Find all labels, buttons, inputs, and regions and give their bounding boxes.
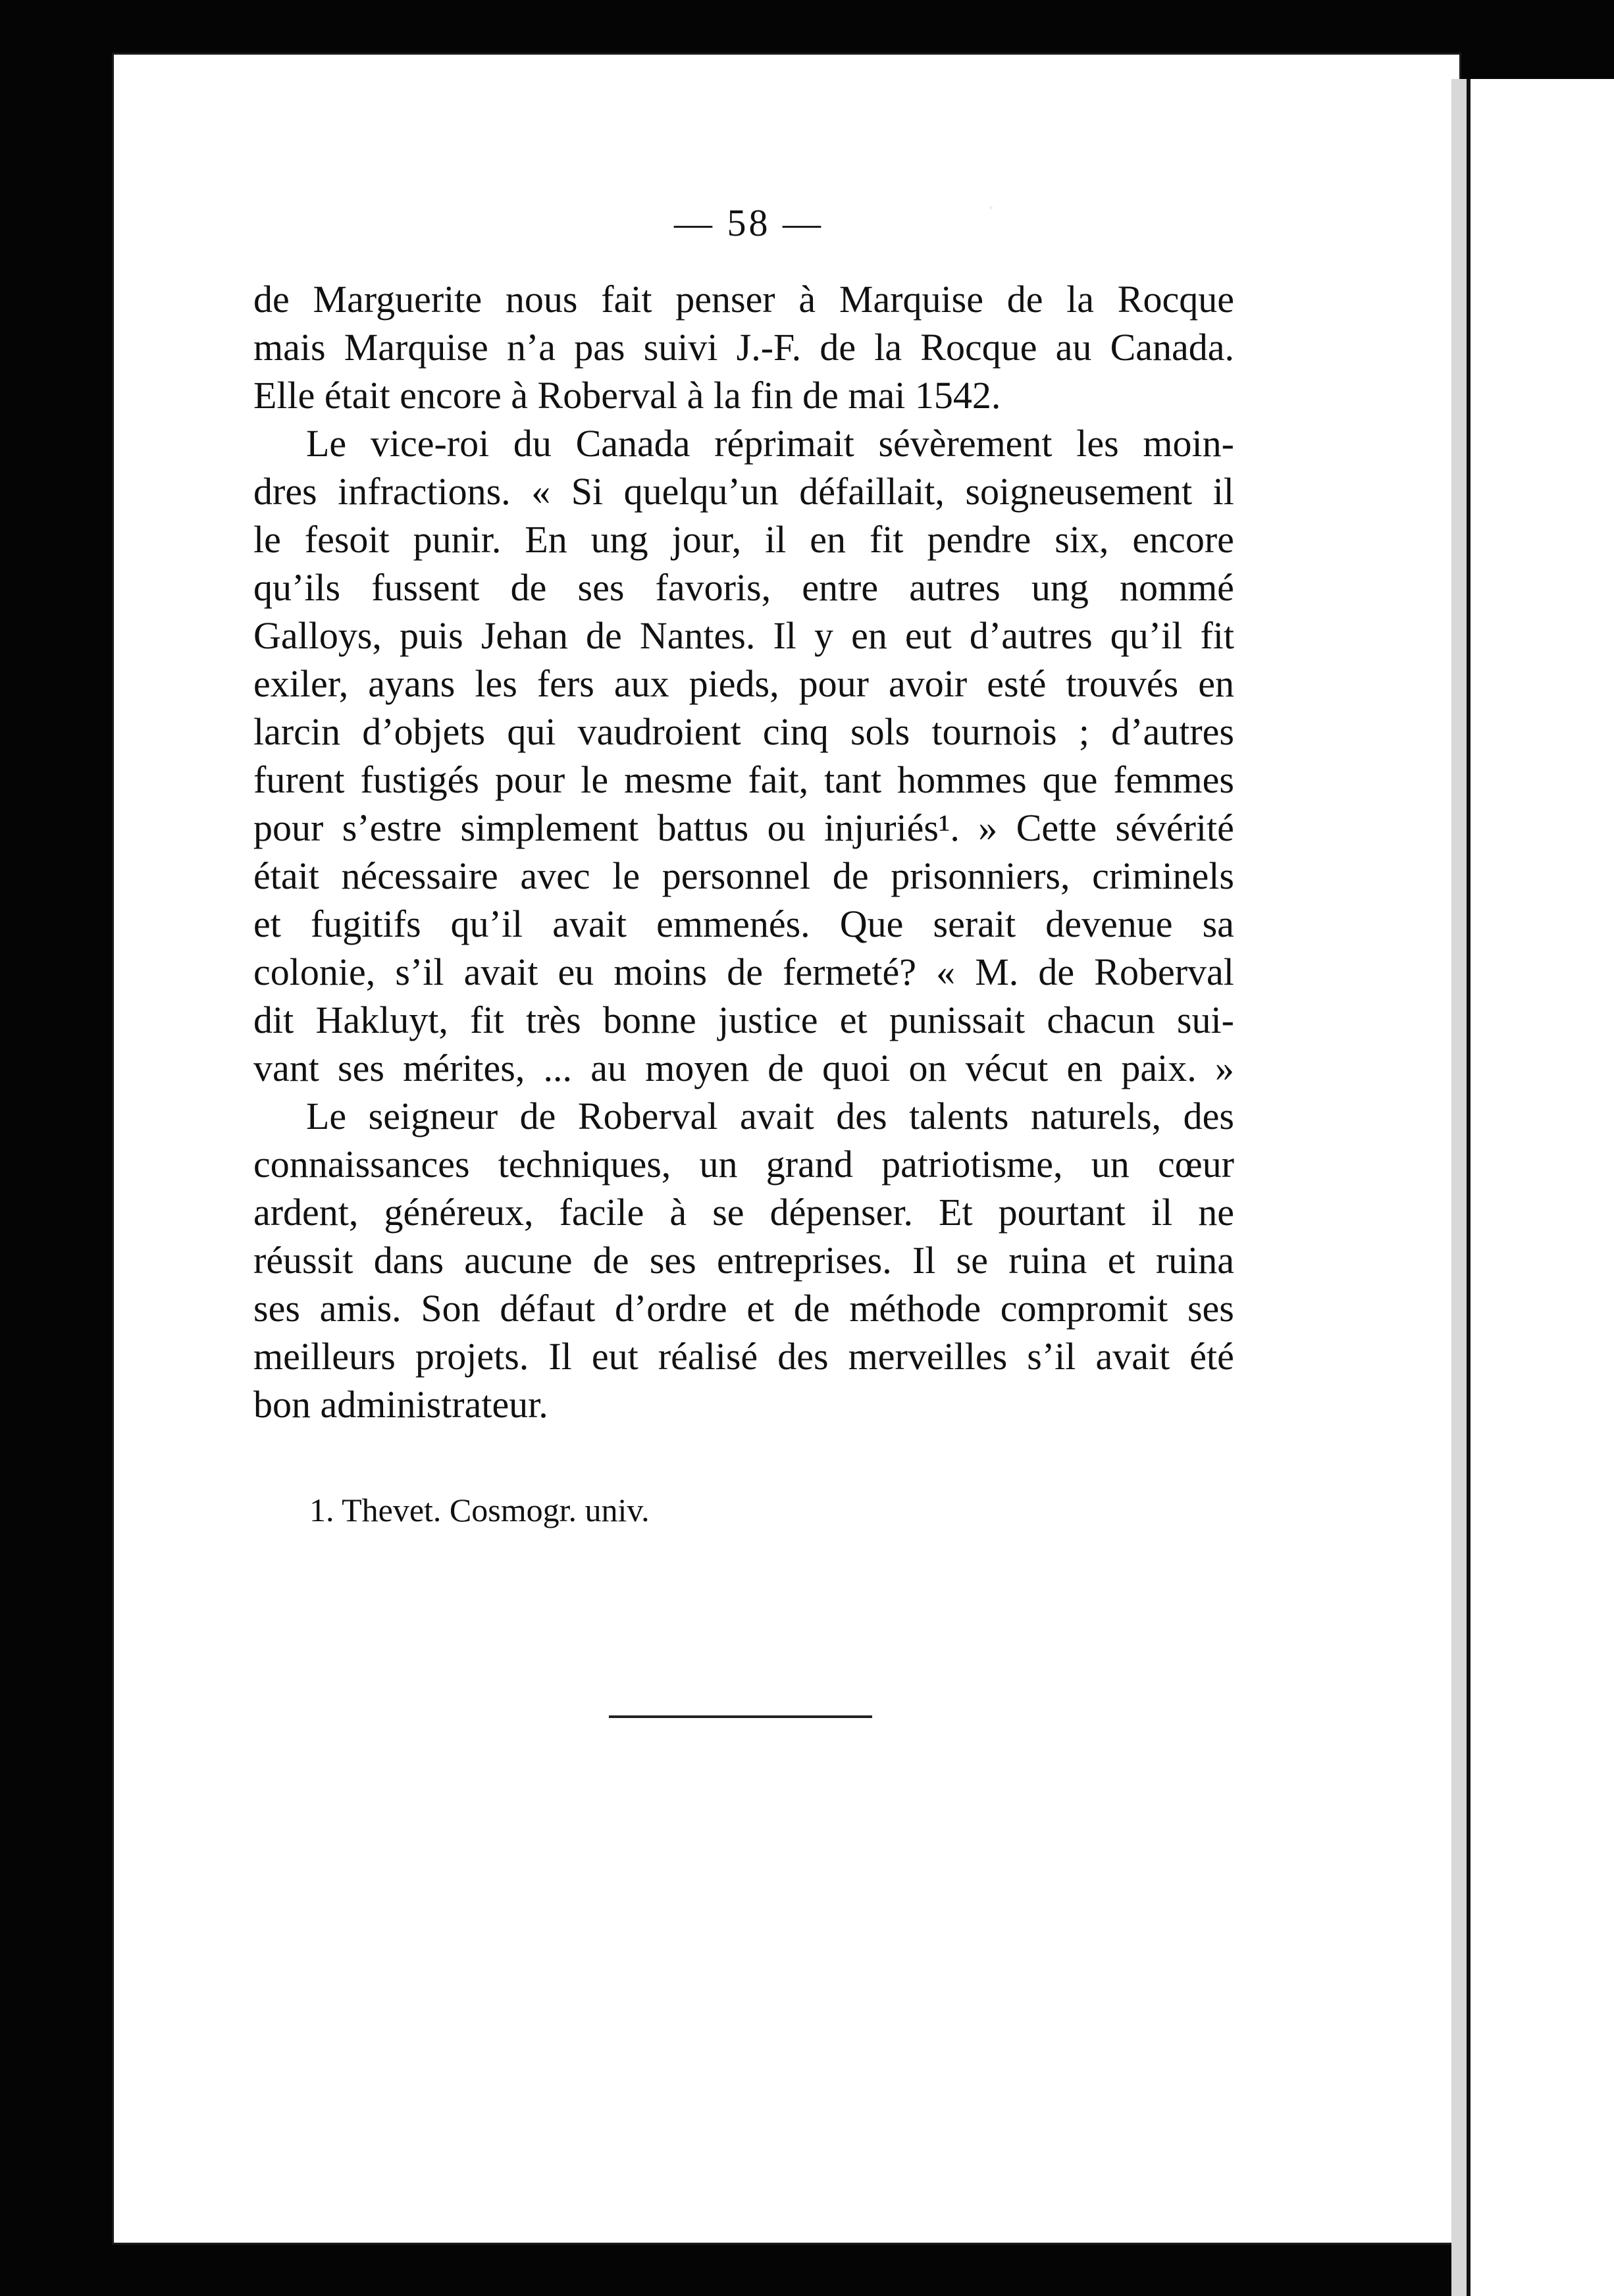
- word: été: [1189, 1335, 1234, 1378]
- word: ses: [1187, 1287, 1234, 1330]
- word: de: [510, 566, 547, 609]
- word: favoris,: [655, 566, 771, 609]
- word: vant: [253, 1047, 319, 1089]
- word: ayans: [368, 662, 456, 705]
- word: moin-: [1143, 422, 1234, 465]
- word: »: [978, 806, 998, 849]
- word: il: [1212, 470, 1234, 513]
- word: un: [699, 1143, 738, 1186]
- word: J.-F.: [736, 326, 802, 369]
- word: n’a: [506, 326, 556, 369]
- word: meilleurs: [253, 1335, 396, 1378]
- word: prisonniers,: [891, 854, 1070, 897]
- word: d’objets: [362, 710, 486, 753]
- word: ;: [1078, 710, 1089, 753]
- word: Roberval: [577, 1095, 718, 1137]
- word: mesme: [624, 758, 733, 801]
- word: soigneusement: [965, 470, 1193, 513]
- word: Il: [912, 1239, 936, 1282]
- word: grand: [766, 1143, 853, 1186]
- word: «: [531, 470, 551, 513]
- word: En: [525, 518, 567, 561]
- word: de: [768, 1047, 804, 1089]
- word: pour: [798, 662, 869, 705]
- word: quoi: [822, 1047, 891, 1089]
- word: de: [585, 614, 622, 657]
- word: il: [1151, 1191, 1173, 1234]
- word: Rocque: [1117, 278, 1234, 321]
- word: mérites,: [403, 1047, 525, 1089]
- word: de: [519, 1095, 556, 1137]
- word: méthode: [849, 1287, 981, 1330]
- word: s’il: [1027, 1335, 1076, 1378]
- text-line: Elle était encore à Roberval à la fin de mai 1542.: [253, 374, 1001, 417]
- word: esté: [987, 662, 1047, 705]
- word: était: [253, 854, 319, 897]
- footnote: 1. Thevet. Cosmogr. univ.: [309, 1492, 650, 1528]
- word: devenue: [1045, 902, 1173, 945]
- text-line: [253, 852, 1234, 900]
- word: personnel: [662, 854, 811, 897]
- word: encore: [1132, 518, 1234, 561]
- word: «: [936, 951, 956, 993]
- word: et: [746, 1287, 775, 1330]
- word: patriotisme,: [881, 1143, 1063, 1186]
- word: Le: [306, 1095, 347, 1137]
- word: Hakluyt,: [315, 999, 448, 1041]
- word: dres: [253, 470, 317, 513]
- text-line: [253, 612, 1234, 660]
- word: en: [1066, 1047, 1103, 1089]
- word: punissait: [889, 999, 1026, 1041]
- word: Que: [839, 902, 904, 945]
- word: le: [612, 854, 640, 897]
- word: autres: [909, 566, 1001, 609]
- word: nommé: [1119, 566, 1234, 609]
- word: ses: [338, 1047, 384, 1089]
- word: il: [765, 518, 787, 561]
- word: nécessaire: [341, 854, 498, 897]
- word: »: [1214, 1047, 1234, 1089]
- word: naturels,: [1030, 1095, 1162, 1137]
- word: que: [1042, 758, 1098, 801]
- word: dans: [373, 1239, 444, 1282]
- text-line: [253, 948, 1234, 996]
- word: emmenés.: [656, 902, 810, 945]
- word: se: [956, 1239, 988, 1282]
- text-line: [253, 900, 1234, 948]
- word: fustigés: [360, 758, 479, 801]
- word: colonie,: [253, 951, 376, 993]
- word: fait: [601, 278, 652, 321]
- word: ses: [649, 1239, 696, 1282]
- word: amis.: [319, 1287, 402, 1330]
- word: dépenser.: [769, 1191, 913, 1234]
- word: un: [1091, 1143, 1130, 1186]
- word: fers: [536, 662, 594, 705]
- word: qui: [507, 710, 556, 753]
- word: au: [590, 1047, 627, 1089]
- word: Et: [939, 1191, 973, 1234]
- word: justice: [718, 999, 818, 1041]
- word: défaillait,: [799, 470, 945, 513]
- word: la: [874, 326, 902, 369]
- word: six,: [1054, 518, 1109, 561]
- word: compromit: [1000, 1287, 1168, 1330]
- word: pour: [494, 758, 565, 801]
- word: mais: [253, 326, 326, 369]
- word: criminels: [1092, 854, 1234, 897]
- word: en: [1198, 662, 1234, 705]
- word: et: [1107, 1239, 1135, 1282]
- word: Nantes.: [639, 614, 756, 657]
- word: qu’il: [1110, 614, 1183, 657]
- word: penser: [675, 278, 775, 321]
- word: ou: [767, 806, 806, 849]
- word: sa: [1202, 902, 1234, 945]
- word: cinq: [762, 710, 829, 753]
- word: furent: [253, 758, 345, 801]
- word: d’ordre: [614, 1287, 727, 1330]
- word: réalisé: [658, 1335, 758, 1378]
- word: généreux,: [384, 1191, 534, 1234]
- word: le: [253, 518, 281, 561]
- word: pendre: [927, 518, 1031, 561]
- word: de: [592, 1239, 629, 1282]
- next-page-edge: [1467, 79, 1614, 2296]
- word: puis: [400, 614, 463, 657]
- word: trouvés: [1066, 662, 1179, 705]
- word: exiler,: [253, 662, 349, 705]
- word: tournois: [931, 710, 1057, 753]
- word: de: [727, 951, 763, 993]
- text-line: [253, 515, 1234, 563]
- text-line: [253, 1140, 1234, 1188]
- text-line: [253, 275, 1234, 323]
- word: chacun: [1047, 999, 1155, 1041]
- word: avait: [740, 1095, 814, 1137]
- word: du: [513, 422, 552, 465]
- word: eu: [558, 951, 594, 993]
- text-line: [253, 563, 1234, 612]
- word: fussent: [371, 566, 480, 609]
- word: ardent,: [253, 1191, 359, 1234]
- word: projets.: [415, 1335, 529, 1378]
- word: eut: [904, 614, 952, 657]
- text-line: [253, 708, 1234, 756]
- word: les: [1076, 422, 1119, 465]
- page-number: — 58 —: [674, 201, 823, 244]
- word: défaut: [500, 1287, 596, 1330]
- word: le: [581, 758, 609, 801]
- word: des: [777, 1335, 829, 1378]
- word: punir.: [413, 518, 502, 561]
- word: moyen: [645, 1047, 750, 1089]
- word: ung: [1031, 566, 1089, 609]
- word: qu’ils: [253, 566, 341, 609]
- word: s’estre: [342, 806, 442, 849]
- text-line: [253, 1284, 1234, 1332]
- word: pas: [574, 326, 625, 369]
- word: simplement: [460, 806, 639, 849]
- word: avoir: [889, 662, 968, 705]
- word: suivi: [643, 326, 718, 369]
- word: facile: [559, 1191, 644, 1234]
- word: Jehan: [481, 614, 568, 657]
- word: Son: [421, 1287, 481, 1330]
- word: en: [851, 614, 887, 657]
- word: hommes: [897, 758, 1027, 801]
- word: qu’il: [450, 902, 523, 945]
- word: connaissances: [253, 1143, 470, 1186]
- word: serait: [933, 902, 1016, 945]
- word: pour: [253, 806, 324, 849]
- word: bonne: [603, 999, 696, 1041]
- word: ses: [253, 1287, 300, 1330]
- end-rule: [609, 1715, 872, 1718]
- word: de: [1038, 951, 1075, 993]
- word: Il: [773, 614, 796, 657]
- text-line: [253, 660, 1234, 708]
- word: cœur: [1158, 1143, 1234, 1186]
- word: se: [712, 1191, 744, 1234]
- word: eut: [591, 1335, 638, 1378]
- word: de: [820, 326, 856, 369]
- word: Roberval: [1094, 951, 1234, 993]
- word: fit: [470, 999, 504, 1041]
- word: dit: [253, 999, 294, 1041]
- word: réussit: [253, 1239, 353, 1282]
- word: de: [793, 1287, 830, 1330]
- word: Si: [571, 470, 604, 513]
- word: pieds,: [689, 662, 779, 705]
- word: fermeté?: [783, 951, 916, 993]
- word: ruina: [1008, 1239, 1087, 1282]
- word: Il: [548, 1335, 572, 1378]
- word: la: [1066, 278, 1095, 321]
- word: en: [810, 518, 846, 561]
- word: fit: [1200, 614, 1234, 657]
- word: aucune: [464, 1239, 573, 1282]
- word: Canada: [575, 422, 690, 465]
- word: talents: [909, 1095, 1009, 1137]
- word: à: [669, 1191, 687, 1234]
- word: fesoit: [304, 518, 390, 561]
- word: nous: [505, 278, 578, 321]
- word: sols: [850, 710, 910, 753]
- word: infractions.: [338, 470, 511, 513]
- word: avait: [1095, 1335, 1170, 1378]
- word: et: [253, 902, 281, 945]
- text-line: [253, 419, 1234, 467]
- text-line: [253, 323, 1234, 371]
- word: très: [525, 999, 581, 1041]
- text-line: [253, 1044, 1234, 1092]
- word: quelqu’un: [623, 470, 779, 513]
- word: ses: [577, 566, 625, 609]
- word: avait: [463, 951, 538, 993]
- word: de: [253, 278, 290, 321]
- word: pourtant: [998, 1191, 1126, 1234]
- word: réprimait: [714, 422, 854, 465]
- word: ne: [1198, 1191, 1234, 1234]
- text-line: bon administrateur.: [253, 1383, 548, 1426]
- word: de: [1006, 278, 1043, 321]
- word: Rocque: [920, 326, 1037, 369]
- word: y: [814, 614, 833, 657]
- word: paix.: [1121, 1047, 1197, 1089]
- word: vice-roi: [370, 422, 490, 465]
- text-line: [253, 1188, 1234, 1236]
- word: injuriés¹.: [824, 806, 960, 849]
- text-line: [253, 996, 1234, 1044]
- text-line: [253, 1092, 1234, 1140]
- word: seigneur: [368, 1095, 498, 1137]
- word: Canada.: [1110, 326, 1234, 369]
- word: ...: [543, 1047, 573, 1089]
- word: sévérité: [1115, 806, 1234, 849]
- word: jour,: [671, 518, 742, 561]
- word: larcin: [253, 710, 341, 753]
- word: d’autres: [1111, 710, 1234, 753]
- text-line: [253, 756, 1234, 804]
- page-gutter: [1451, 79, 1467, 2296]
- word: aux: [613, 662, 669, 705]
- word: des: [1183, 1095, 1234, 1137]
- word: fugitifs: [310, 902, 421, 945]
- word: sévèrement: [878, 422, 1053, 465]
- word: Marquise: [839, 278, 983, 321]
- word: les: [475, 662, 517, 705]
- word: sui-: [1176, 999, 1234, 1041]
- word: fait,: [748, 758, 809, 801]
- word: Galloys,: [253, 614, 382, 657]
- text-line: [253, 1332, 1234, 1380]
- word: merveilles: [848, 1335, 1008, 1378]
- word: ruina: [1155, 1239, 1234, 1282]
- word: ung: [590, 518, 648, 561]
- word: s’il: [395, 951, 444, 993]
- word: M.: [975, 951, 1019, 993]
- word: on: [908, 1047, 947, 1089]
- word: au: [1055, 326, 1092, 369]
- word: moins: [613, 951, 708, 993]
- body-text: [253, 275, 1234, 1428]
- word: techniques,: [498, 1143, 671, 1186]
- text-line: [253, 1236, 1234, 1284]
- word: avait: [552, 902, 627, 945]
- word: de: [832, 854, 869, 897]
- word: battus: [657, 806, 749, 849]
- word: Marquise: [344, 326, 488, 369]
- word: d’autres: [969, 614, 1093, 657]
- word: tant: [824, 758, 882, 801]
- word: Cette: [1016, 806, 1097, 849]
- word: des: [836, 1095, 887, 1137]
- word: vaudroient: [577, 710, 741, 753]
- word: entre: [802, 566, 879, 609]
- word: à: [798, 278, 816, 321]
- text-line: [253, 804, 1234, 852]
- word: avec: [520, 854, 590, 897]
- text-line: [253, 467, 1234, 515]
- word: Le: [306, 422, 347, 465]
- word: fit: [869, 518, 904, 561]
- word: et: [839, 999, 868, 1041]
- word: femmes: [1113, 758, 1234, 801]
- word: Marguerite: [313, 278, 482, 321]
- word: entreprises.: [716, 1239, 892, 1282]
- word: vécut: [965, 1047, 1049, 1089]
